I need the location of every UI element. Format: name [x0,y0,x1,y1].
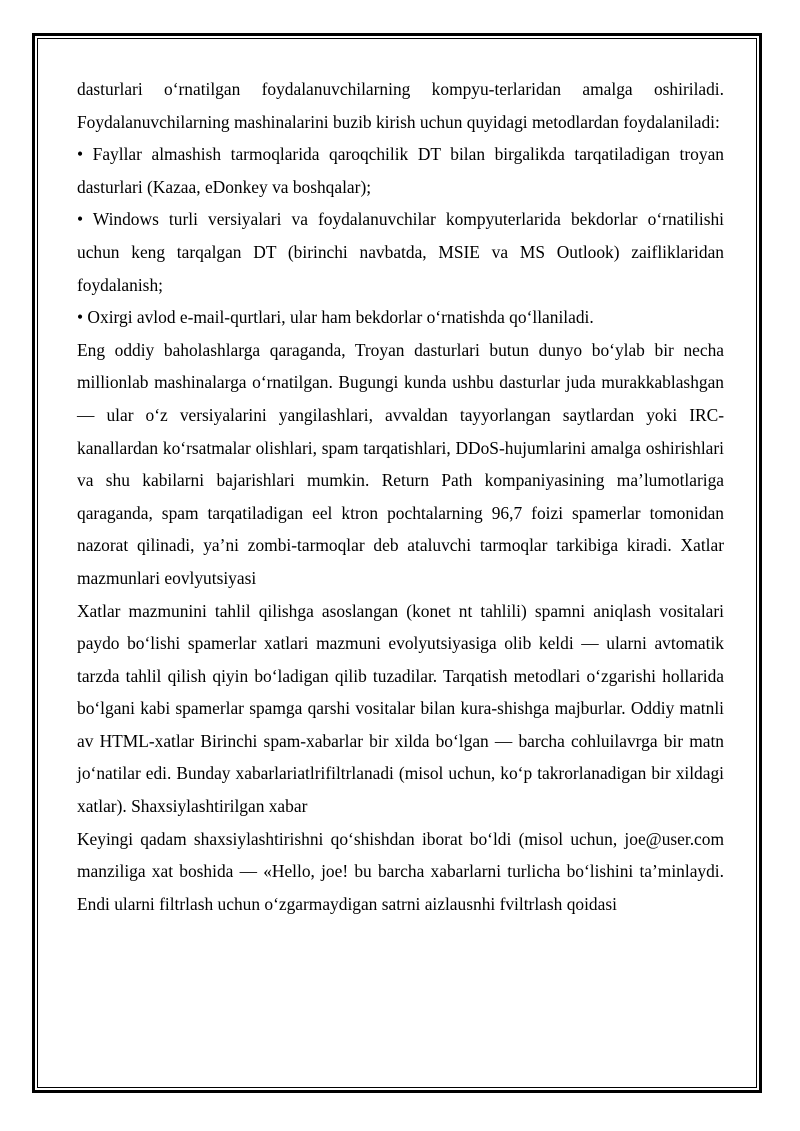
paragraph-personalization: Keyingi qadam shaxsiylashtirishni qo‘shishdan iborat bo‘ldi (misol uchun, joe@user.com manziliga xat boshida — «Hello, joe! bu barcha xabarlarni turlicha bo‘lishini ta’minlaydi. Endi ularni filtrlash uchun o‘zgarmaydigan satrni aizlausnhi fviltrlash qoidasi [77,828,724,914]
paragraph-intro: dasturlari o‘rnatilgan foydalanuvchilarning kompyu-terlaridan amalga oshiriladi. Foydalanuvchilarning mashinalarini buzib kirish uchun quyidagi metodlardan foydalaniladi: [77,79,724,132]
bullet-item-email-worms: • Oxirgi avlod e-mail-qurtlari, ular ham bekdorlar o‘rnatishda qo‘llaniladi. [77,307,594,328]
bullet-item-windows-vulnerabilities: • Windows turli versiyalari va foydalanuvchilar kompyuterlarida bekdorlar o‘rnatilishi uchun keng tarqalgan DT (birinchi navbatda, MSIE va MS Outlook) zaifliklaridan foydalanish; [77,209,724,295]
paragraph-content-analysis: Xatlar mazmunini tahlil qilishga asoslangan (konet nt tahlili) spamni aniqlash vositalari paydo bo‘lishi spamerlar xatlari mazmuni evolyutsiyasiga olib keldi — ularni avtomatik tarzda tahlil qilish qiyin bo‘ladigan qilib tuzadilar. Tarqatish metodlari o‘zgarishi hollarida bo‘lgani kabi spamerlar spamga qarshi vositalar bilan kura-shishga majburlar. Oddiy matnli av HTML-xatlar Birinchi spam-xabarlar bir xilda bo‘lgan — barcha cohluilavrga bir matn jo‘natilar edi. Bunday xabarlariatlrifiltrlanadi (misol uchun, ko‘p takrorlanadigan bir xildagi xatlar). Shaxsiylashtirilgan xabar [77,600,724,817]
paragraph-trojan-estimates: Eng oddiy baholashlarga qaraganda, Troyan dasturlari butun dunyo bo‘ylab bir necha millionlab mashinalarga o‘rnatilgan. Bugungi kunda ushbu dasturlar juda murakkablashgan — ular o‘z versiyalarini yangilashlari, avvaldan tayyorlangan saytlardan yoki IRC-kanallardan ko‘rsatmalar olishlari, spam tarqatishlari, DDoS-hujumlarini amalga oshirishlari va shu kabilarni bajarishlari mumkin. Return Path kompaniyasining ma’lumotlariga qaraganda, spam tarqatiladigan eel ktron pochtalarning 96,7 foizi spamerlar tomonidan nazorat qilinadi, ya’ni zombi-tarmoqlar deb ataluvchi tarmoqlar tarkibiga kiradi. Xatlar mazmunlari eovlyutsiyasi [77,339,724,588]
document-body [77,73,724,920]
bullet-item-file-sharing: • Fayllar almashish tarmoqlarida qaroqchilik DT bilan birgalikda tarqatiladigan troyan dasturlari (Kazaa, eDonkey va boshqalar); [77,144,724,197]
